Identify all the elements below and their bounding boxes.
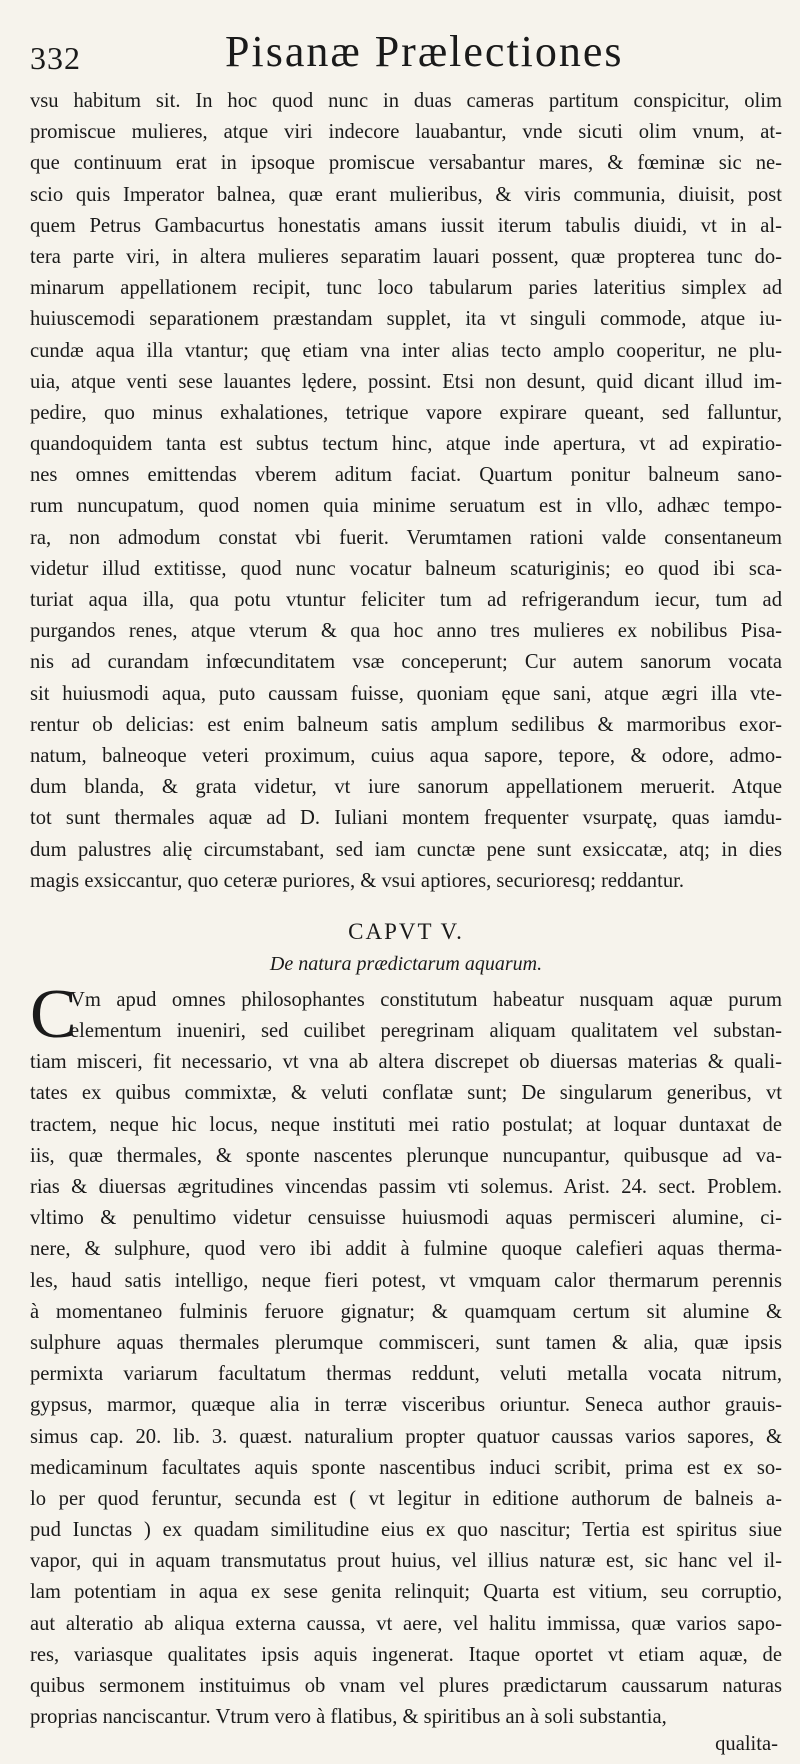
text-line: videtur illud extitisse, quod nunc vocatur balneum scaturiginis; eo quod ibi sca- (30, 557, 782, 580)
paragraph-1 (30, 86, 782, 897)
text-line: tiam misceri, fit necessario, vt vna ab altera discrepet ob diuersas materias & quali- (30, 1051, 782, 1074)
text-line: Vm apud omnes philosophantes constitutum habeatur nusquam aquæ purum (70, 988, 782, 1011)
text-line: pud Iunctas ) ex quadam similitudine eius ex quo nascitur; Tertia est spiritus siue (30, 1519, 782, 1542)
text-line: turiat aqua illa, qua potu vtuntur feliciter tum ad refrigerandum iecur, tum ad (30, 589, 782, 611)
text-line: rum nuncupatum, quod nomen quia minime seruatum est in vllo, adhæc tempo- (30, 495, 782, 518)
text-line: les, haud satis intelligo, neque fieri potest, vt vmquam calor thermarum perennis (30, 1269, 782, 1292)
text-line: purgandos renes, atque vterum & qua hoc anno tres mulieres ex nobilibus Pisa- (30, 620, 782, 643)
text-line: rentur ob delicias: est enim balneum satis amplum sedilibus & marmoribus exor- (30, 713, 782, 736)
text-line: tera parte viri, in altera mulieres separatim lauari possent, quæ propterea tunc do- (30, 245, 782, 268)
text-line: rias & diuersas ægritudines vincendas passim vti solemus. Arist. 24. sect. Problem. (30, 1176, 782, 1198)
text-line: cundæ aqua illa vtantur; quę etiam vna inter alias tecto amplo cooperitur, ne plu- (30, 339, 782, 362)
text-line: tractem, neque hic locus, neque instituti mei ratio postulat; at loquar duntaxat de (30, 1113, 782, 1136)
text-line: vapor, qui in aquam transmutatus prout huius, vel illius naturæ est, sic hanc vel il- (30, 1550, 782, 1573)
text-line: à momentaneo fulminis feruore gignatur; & quamquam certum sit alumine & (30, 1300, 782, 1323)
text-line: tates ex quibus commixtæ, & veluti conflatæ sunt; De singularum generibus, vt (30, 1082, 782, 1105)
text-line: elementum inueniri, sed cuilibet peregrinam aliquam qualitatem vel substan- (70, 1020, 782, 1043)
text-line: proprias nanciscantur. Vtrum vero à flatibus, & spiritibus an à soli substantia, (30, 1706, 667, 1729)
text-line: gypsus, marmor, quæque alia in terræ visceribus oriuntur. Seneca author grauis- (30, 1394, 782, 1417)
text-line: scio quis Imperator balnea, quæ erant mulieribus, & viris communia, diuisit, post (30, 183, 782, 206)
page-header (30, 26, 782, 86)
text-line: permixta variarum facultatum thermas reddunt, veluti metalla vocata nitrum, (30, 1363, 782, 1386)
text-line: nes omnes emittendas vberem aditum faciat. Quartum ponitur balneum sano- (30, 464, 782, 487)
text-line: pedire, quo minus exhalationes, tetrique vapore expirare queant, sed falluntur, (30, 401, 782, 424)
text-line: que continuum erat in ipsoque promiscue versabantur mares, & fœminæ sic ne- (30, 152, 782, 175)
catchword: qualita- (715, 1733, 778, 1756)
text-line: huiuscemodi separationem præstandam supplet, ita vt singuli commode, atque iu- (30, 308, 782, 331)
text-line: dum blanda, & grata videtur, vt iure sanorum appellationem meruerit. Atque (30, 776, 782, 799)
text-line: uia, atque venti sese lauantes lędere, possint. Etsi non desunt, quid dicant illud im- (30, 370, 782, 393)
text-line: sulphure aquas thermales plerumque commisceri, sunt tamen & alia, quæ ipsis (30, 1331, 782, 1354)
text-line: simus cap. 20. lib. 3. quæst. naturalium propter quatuor caussas varios sapores, & (30, 1425, 782, 1448)
text-line: medicaminum facultates aquis sponte nascentibus induci scribit, prima est ex so- (30, 1456, 782, 1479)
text-line: minarum appellationem recipit, tunc loco tabularum paries lateritius simplex ad (30, 277, 782, 300)
text-line: promiscue mulieres, atque viri indecore lauabantur, vnde sicuti olim vnum, at- (30, 121, 782, 144)
text-line: dum palustres alię circumstabant, sed iam cunctæ pene sunt exsiccatæ, atq; in dies (30, 838, 782, 861)
text-line: quandoquidem tanta est subtus tectum hinc, atque inde apertura, vt ad expiratio- (30, 433, 782, 456)
text-line: vltimo & penultimo videtur censuisse huiusmodi aquas permisceri alumine, ci- (30, 1207, 782, 1230)
text-line: lam potentiam in aqua ex sese genita relinquit; Quarta est vitium, seu corruptio, (30, 1581, 782, 1604)
text-line: natum, balneoque veteri proximum, cuius aqua sapore, tepore, & odore, admo- (30, 744, 782, 767)
text-line: nis ad curandam infœcunditatem vsæ conceperunt; Cur autem sanorum vocata (30, 651, 782, 674)
chapter-subtitle: De natura prædictarum aquarum. (269, 952, 543, 975)
page-number: 332 (30, 40, 81, 76)
text-line: sit huiusmodi aqua, puto caussam fuisse, quoniam ęque sani, atque ægri illa vte- (30, 682, 782, 705)
text-line: aut alteratio ab aliqua externa caussa, vt aere, vel halitu immissa, quæ varios sapo- (30, 1612, 782, 1635)
running-head: Pisanæ Prælectiones (225, 27, 624, 76)
drop-cap: C (30, 975, 77, 1053)
paragraph-2 (30, 975, 782, 1734)
text-line: quem Petrus Gambacurtus honestatis amans iussit iterum tabulis diuidi, vt in al- (30, 214, 782, 237)
text-line: ra, non admodum constat vbi fuerit. Verumtamen rationi valde consentaneum (30, 526, 782, 549)
text-line: quibus sermonem instituimus ob vnam vel plures prædictarum caussarum naturas (30, 1675, 782, 1697)
text-line: lo per quod feruntur, secunda est ( vt legitur in editione authorum de balneis a- (30, 1487, 782, 1510)
text-line: iis, quæ thermales, & sponte nascentes plerunque nuncupantur, quibusque ad va- (30, 1144, 782, 1167)
text-line: tot sunt thermales aquæ ad D. Iuliani montem frequenter vsurpatę, quas iamdu- (30, 807, 782, 830)
text-line: nere, & sulphure, quod vero ibi addit à fulmine quoque calefieri aquas therma- (30, 1238, 782, 1261)
text-line: res, variasque qualitates ipsis aquis ingenerat. Itaque oportet vt etiam aquæ, de (30, 1643, 782, 1666)
chapter-title: CAPVT V. (348, 918, 464, 944)
text-line: magis exsiccantur, quo ceteræ puriores, & vsui aptiores, securioresq; reddantur. (30, 869, 684, 892)
text-line: vsu habitum sit. In hoc quod nunc in duas cameras partitum conspicitur, olim (30, 90, 782, 112)
